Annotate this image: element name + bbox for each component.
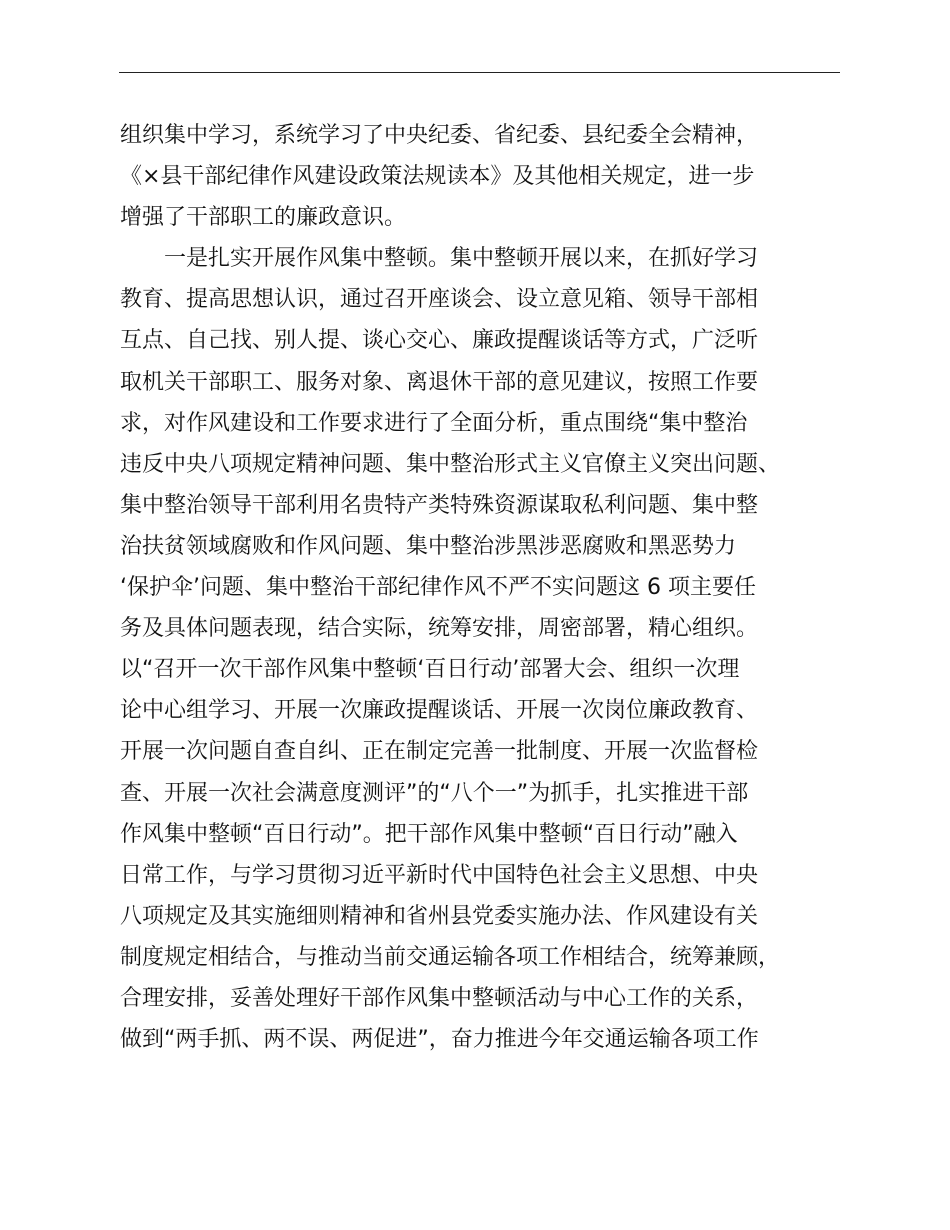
text-line: 取机关干部职工、服务对象、离退休干部的意见建议，按照工作要 [120, 369, 759, 395]
text-line: 违反中央八项规定精神问题、集中整治形式主义官僚主义突出问题、 [120, 451, 781, 477]
text-line: 论中心组学习、开展一次廉政提醒谈话、开展一次岗位廉政教育、 [120, 698, 759, 724]
text-line: 查、开展一次社会满意度测评”的“八个一”为抓手，扎实推进干部 [120, 780, 749, 806]
text-line: 合理安排，妥善处理好干部作风集中整顿活动与中心工作的关系， [120, 985, 759, 1011]
text-line: 做到“两手抓、两不误、两促进”，奋力推进今年交通运输各项工作 [120, 1027, 759, 1053]
text-line: 务及具体问题表现，结合实际，统筹安排，周密部署，精心组织。 [120, 616, 759, 642]
body-text [0, 115, 950, 1060]
text-line: 制度规定相结合，与推动当前交通运输各项工作相结合，统筹兼顾， [120, 944, 781, 970]
header-rule [119, 72, 840, 73]
text-line: 作风集中整顿“百日行动”。把干部作风集中整顿“百日行动”融入 [120, 821, 738, 847]
text-line: 开展一次问题自查自纠、正在制定完善一批制度、开展一次监督检 [120, 739, 759, 765]
text-line: 集中整治领导干部利用名贵特产类特殊资源谋取私利问题、集中整 [120, 492, 759, 518]
text-line: 增强了干部职工的廉政意识。 [120, 205, 407, 231]
text-line: 八项规定及其实施细则精神和省州县党委实施办法、作风建设有关 [120, 903, 759, 929]
text-line: 以“召开一次干部作风集中整顿‘百日行动’部署大会、组织一次理 [120, 657, 740, 683]
text-line: 求，对作风建设和工作要求进行了全面分析，重点围绕“集中整治 [120, 410, 748, 436]
text-line: 日常工作，与学习贯彻习近平新时代中国特色社会主义思想、中央 [120, 862, 759, 888]
text-line: 《×县干部纪律作风建设政策法规读本》及其他相关规定，进一步 [120, 164, 755, 190]
text-line: 互点、自己找、别人提、谈心交心、廉政提醒谈话等方式，广泛听 [120, 328, 759, 354]
paragraph-first-line: 一是扎实开展作风集中整顿。集中整顿开展以来，在抓好学习 [164, 246, 759, 272]
text-line: 组织集中学习，系统学习了中央纪委、省纪委、县纪委全会精神， [120, 123, 759, 148]
text-line: ‘保护伞’问题、集中整治干部纪律作风不严不实问题这 6 项主要任 [120, 575, 756, 601]
text-line: 教育、提高思想认识，通过召开座谈会、设立意见箱、领导干部相 [120, 287, 759, 313]
text-line: 治扶贫领域腐败和作风问题、集中整治涉黑涉恶腐败和黑恶势力 [120, 533, 737, 559]
